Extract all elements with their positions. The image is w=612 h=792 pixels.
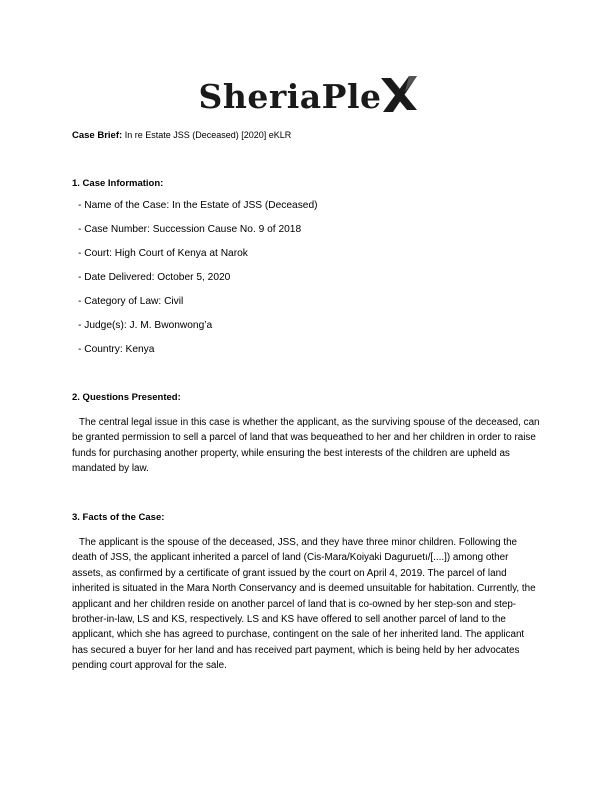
case-info-item: - Date Delivered: October 5, 2020 [78, 272, 231, 283]
facts-heading: 3. Facts of the Case: [72, 512, 165, 523]
questions-heading: 2. Questions Presented: [72, 392, 181, 403]
case-info-heading: 1. Case Information: [72, 178, 164, 189]
case-brief-title: In re Estate JSS (Deceased) [2020] eKLR [124, 130, 292, 140]
case-info-item: - Category of Law: Civil [78, 296, 184, 307]
sheriaplex-logo [0, 72, 612, 120]
logo-x-mark-icon [379, 74, 419, 114]
logo-wordmark: SheriaPle [198, 76, 382, 116]
facts-paragraph: The applicant is the spouse of the deceased, JSS, and they have three minor children. Following the death of JSS, the applicant inherited a parcel of land (Cis-Mara/Koiyaki Daguruetı/[....]) among other assets, as confirmed by a certificate of grant issued by the court on April 4, 2019. The parcel of land inherited is situated in the Mara North Conservancy and is deemed unsuitable for habitation. Currently, the applicant and her children reside on another parcel of land that is co-owned by her step-son and step-brother-in-law, LS and KS, respectively. LS and KS have offered to sell another parcel of land to the applicant, which she has agreed to purchase, contingent on the sale of her inherited land. The applicant has secured a buyer for her land and has received part payment, which is being held by her advocates pending court approval for the sale. [72, 537, 536, 672]
case-brief-line [72, 130, 291, 141]
case-info-item: - Country: Kenya [78, 344, 155, 355]
case-info-item: - Judge(s): J. M. Bwonwong’a [78, 320, 213, 331]
case-brief-label: Case Brief: [72, 130, 123, 141]
case-info-item: - Court: High Court of Kenya at Narok [78, 248, 248, 259]
questions-paragraph: The central legal issue in this case is whether the applicant, as the surviving spouse of the deceased, can be granted permission to sell a parcel of land that was bequeathed to her and her children in order to raise funds for purchasing another property, while ensuring the best interests of the children are upheld as mandated by law. [72, 417, 540, 475]
case-info-item: - Case Number: Succession Cause No. 9 of 2018 [78, 224, 302, 235]
case-info-item: - Name of the Case: In the Estate of JSS (Deceased) [78, 200, 318, 211]
